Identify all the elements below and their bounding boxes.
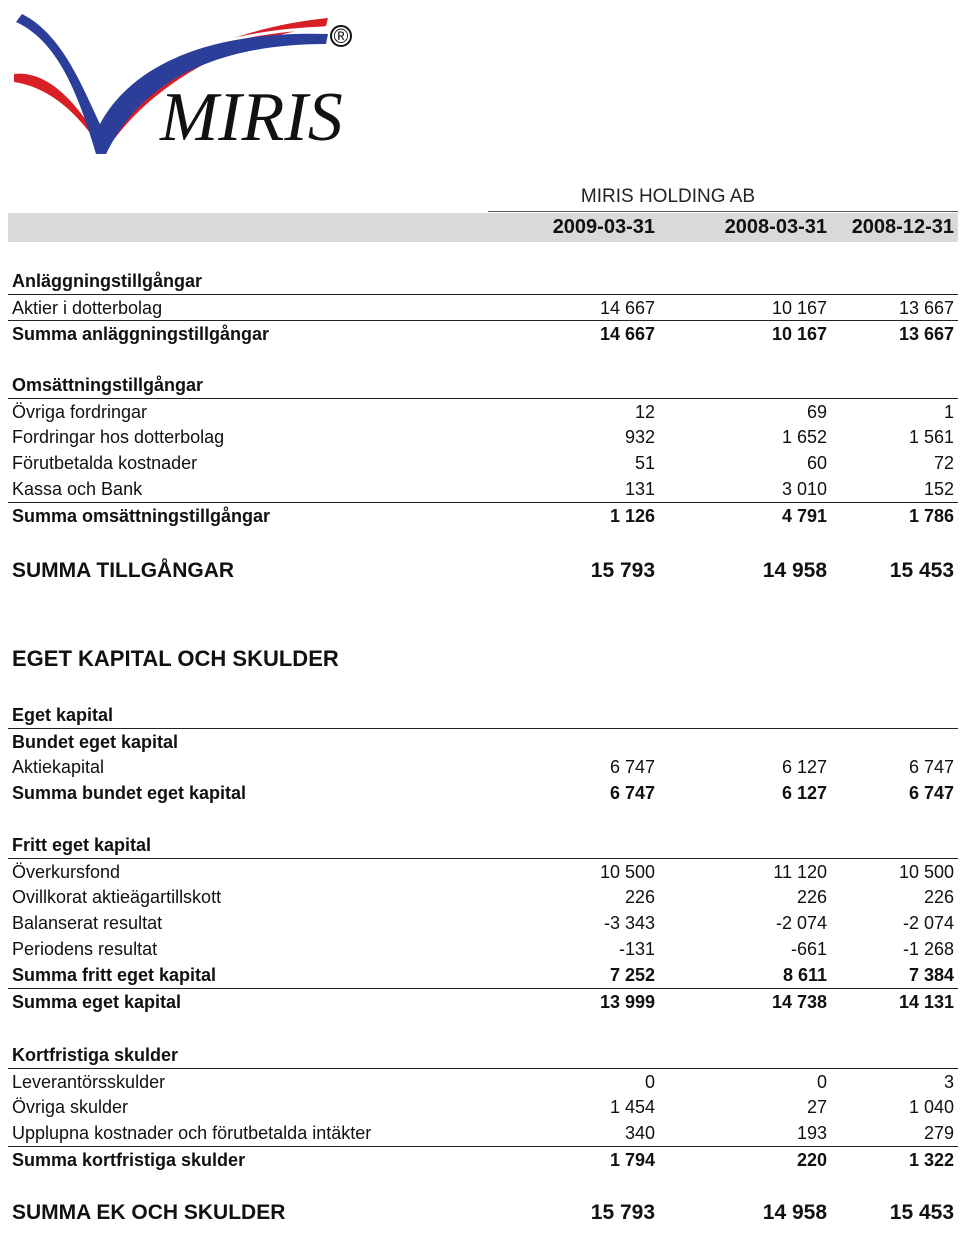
row-value-col-2: 6 127 bbox=[781, 783, 827, 803]
row-label: Överkursfond bbox=[12, 862, 121, 882]
table-row bbox=[8, 1146, 958, 1173]
table-row bbox=[8, 372, 958, 398]
table-row bbox=[8, 780, 958, 806]
row-value-col-1: 6 747 bbox=[609, 783, 655, 803]
row-value-col-2: 4 791 bbox=[781, 506, 827, 526]
table-row bbox=[8, 424, 958, 450]
table-row bbox=[8, 1200, 958, 1226]
row-value-col-3: 15 453 bbox=[889, 1201, 954, 1224]
row-value-col-3: 1 bbox=[943, 402, 954, 422]
date-column-2: 2008-03-31 bbox=[724, 216, 827, 238]
date-column-1: 2009-03-31 bbox=[552, 216, 655, 238]
row-value-col-1: 340 bbox=[624, 1123, 655, 1143]
spacer-row bbox=[8, 1174, 958, 1200]
row-value-col-1: 15 793 bbox=[590, 1201, 655, 1224]
row-value-col-3: 1 322 bbox=[908, 1150, 954, 1170]
row-value-col-2: 10 167 bbox=[771, 324, 827, 344]
row-value-col-3: 1 040 bbox=[908, 1097, 954, 1117]
table-row bbox=[8, 702, 958, 728]
spacer-row bbox=[8, 618, 958, 644]
row-value-col-1: 12 bbox=[634, 402, 655, 422]
row-label: Summa fritt eget kapital bbox=[12, 965, 217, 985]
row-value-col-2: 60 bbox=[806, 453, 827, 473]
row-label: Upplupna kostnader och förutbetalda intäkter bbox=[12, 1123, 372, 1143]
row-value-col-3: 13 667 bbox=[898, 324, 954, 344]
row-value-col-1: 1 454 bbox=[609, 1097, 655, 1117]
row-label: Aktiekapital bbox=[12, 757, 105, 777]
table-row bbox=[8, 398, 958, 425]
row-label: Ovillkorat aktieägartillskott bbox=[12, 887, 222, 907]
row-value-col-3: 3 bbox=[943, 1072, 954, 1092]
row-value-col-2: 10 167 bbox=[771, 298, 827, 318]
row-value-col-1: 1 126 bbox=[609, 506, 655, 526]
table-row bbox=[8, 910, 958, 936]
table-row bbox=[8, 476, 958, 502]
row-value-col-2: 14 738 bbox=[771, 992, 827, 1012]
table-row bbox=[8, 450, 958, 476]
registered-mark: ® bbox=[333, 26, 349, 48]
row-value-col-2: 220 bbox=[796, 1150, 827, 1170]
row-value-col-3: 72 bbox=[933, 453, 954, 473]
row-value-col-2: 14 958 bbox=[762, 559, 827, 582]
row-label: EGET KAPITAL OCH SKULDER bbox=[12, 646, 339, 671]
row-value-col-1: 0 bbox=[644, 1072, 655, 1092]
row-value-col-3: 1 561 bbox=[908, 427, 954, 447]
row-value-col-2: 6 127 bbox=[781, 757, 827, 777]
row-value-col-3: 13 667 bbox=[898, 298, 954, 318]
row-label: Leverantörsskulder bbox=[12, 1072, 166, 1092]
row-value-col-1: 14 667 bbox=[599, 298, 655, 318]
row-value-col-1: 131 bbox=[624, 479, 655, 499]
row-label: Summa eget kapital bbox=[12, 992, 182, 1012]
row-label: SUMMA EK OCH SKULDER bbox=[12, 1201, 286, 1224]
row-value-col-2: 27 bbox=[806, 1097, 827, 1117]
table-row bbox=[8, 1042, 958, 1068]
table-row bbox=[8, 1068, 958, 1095]
table-row bbox=[8, 962, 958, 988]
row-value-col-2: 69 bbox=[806, 402, 827, 422]
spacer-row bbox=[8, 1014, 958, 1040]
table-row bbox=[8, 728, 958, 755]
row-label: Övriga fordringar bbox=[12, 402, 148, 422]
row-label: Anläggningstillgångar bbox=[12, 271, 203, 291]
table-row bbox=[8, 268, 958, 294]
row-value-col-3: 226 bbox=[923, 887, 954, 907]
row-value-col-3: 15 453 bbox=[889, 559, 954, 582]
row-value-col-2: 8 611 bbox=[782, 965, 827, 985]
company-name: MIRIS HOLDING AB bbox=[580, 186, 756, 207]
row-value-col-1: 13 999 bbox=[599, 992, 655, 1012]
row-label: Aktier i dotterbolag bbox=[12, 298, 163, 318]
miris-logo bbox=[8, 4, 358, 164]
header-rule bbox=[488, 211, 958, 212]
spacer-row bbox=[8, 674, 958, 700]
row-value-col-1: -3 343 bbox=[603, 913, 655, 933]
row-label: Eget kapital bbox=[12, 705, 114, 725]
row-value-col-3: 6 747 bbox=[908, 757, 954, 777]
row-value-col-2: 1 652 bbox=[781, 427, 827, 447]
table-row bbox=[8, 1120, 958, 1146]
row-label: SUMMA TILLGÅNGAR bbox=[12, 559, 235, 582]
row-value-col-2: 0 bbox=[816, 1072, 827, 1092]
row-value-col-1: 1 794 bbox=[609, 1150, 655, 1170]
row-value-col-2: 226 bbox=[796, 887, 827, 907]
row-value-col-2: -661 bbox=[790, 939, 827, 959]
row-label: Övriga skulder bbox=[12, 1097, 129, 1117]
row-value-col-3: 152 bbox=[923, 479, 954, 499]
row-value-col-3: 14 131 bbox=[898, 992, 954, 1012]
row-value-col-1: 15 793 bbox=[590, 559, 655, 582]
row-label: Fordringar hos dotterbolag bbox=[12, 427, 225, 447]
row-value-col-2: 11 120 bbox=[773, 862, 827, 882]
row-label: Bundet eget kapital bbox=[12, 732, 179, 752]
row-value-col-3: 1 786 bbox=[908, 506, 954, 526]
row-value-col-1: 6 747 bbox=[609, 757, 655, 777]
date-header-band bbox=[8, 213, 958, 242]
row-value-col-2: 14 958 bbox=[762, 1201, 827, 1224]
table-row bbox=[8, 832, 958, 858]
row-value-col-2: -2 074 bbox=[775, 913, 827, 933]
row-value-col-1: 932 bbox=[624, 427, 655, 447]
row-label: Summa kortfristiga skulder bbox=[12, 1150, 246, 1170]
row-label: Periodens resultat bbox=[12, 939, 158, 959]
row-label: Kortfristiga skulder bbox=[12, 1045, 179, 1065]
table-row bbox=[8, 754, 958, 780]
spacer-row bbox=[8, 528, 958, 554]
row-label: Kassa och Bank bbox=[12, 479, 143, 499]
logo-wordmark: MIRIS bbox=[160, 79, 343, 156]
row-value-col-1: 226 bbox=[624, 887, 655, 907]
table-row bbox=[8, 858, 958, 885]
row-value-col-3: -2 074 bbox=[902, 913, 954, 933]
row-value-col-1: 51 bbox=[634, 453, 655, 473]
date-column-3: 2008-12-31 bbox=[851, 216, 954, 238]
row-value-col-2: 3 010 bbox=[781, 479, 827, 499]
row-value-col-3: 10 500 bbox=[898, 862, 954, 882]
row-value-col-1: 14 667 bbox=[599, 324, 655, 344]
row-value-col-1: 7 252 bbox=[609, 965, 655, 985]
row-value-col-3: 7 384 bbox=[908, 965, 954, 985]
row-value-col-3: 279 bbox=[923, 1123, 954, 1143]
row-label: Summa anläggningstillgångar bbox=[12, 324, 270, 344]
row-label: Omsättningstillgångar bbox=[12, 375, 204, 395]
row-label: Förutbetalda kostnader bbox=[12, 453, 198, 473]
spacer-row bbox=[8, 346, 958, 372]
row-label: Summa bundet eget kapital bbox=[12, 783, 247, 803]
table-row bbox=[8, 936, 958, 962]
row-value-col-2: 193 bbox=[796, 1123, 827, 1143]
table-row bbox=[8, 502, 958, 529]
table-row bbox=[8, 320, 958, 347]
row-label: Fritt eget kapital bbox=[12, 835, 152, 855]
row-value-col-3: -1 268 bbox=[902, 939, 954, 959]
row-label: Balanserat resultat bbox=[12, 913, 163, 933]
spacer-row bbox=[8, 588, 958, 614]
table-row bbox=[8, 294, 958, 321]
row-value-col-3: 6 747 bbox=[908, 783, 954, 803]
table-row bbox=[8, 646, 958, 672]
spacer-row bbox=[8, 806, 958, 832]
table-row bbox=[8, 1094, 958, 1120]
table-row bbox=[8, 884, 958, 910]
table-row bbox=[8, 558, 958, 584]
row-value-col-1: -131 bbox=[618, 939, 655, 959]
table-row bbox=[8, 988, 958, 1015]
row-label: Summa omsättningstillgångar bbox=[12, 506, 271, 526]
row-value-col-1: 10 500 bbox=[599, 862, 655, 882]
